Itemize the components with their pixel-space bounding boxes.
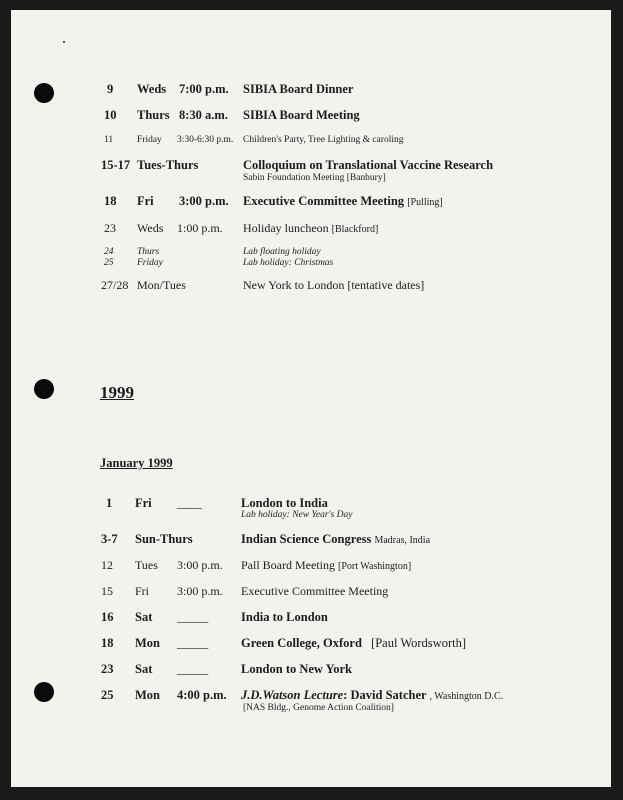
- row-day: Thurs: [137, 247, 160, 257]
- lecture-speaker: David Satcher: [350, 688, 427, 702]
- row-day: Fri: [137, 194, 154, 208]
- row-event-text: Pall Board Meeting: [241, 558, 335, 572]
- row-event-text: Holiday luncheon: [243, 221, 329, 235]
- row-date: 18: [101, 636, 114, 650]
- row-date: 1: [106, 496, 113, 510]
- row-event-text: Green College, Oxford: [241, 636, 362, 650]
- row-time: _____: [177, 610, 209, 624]
- row-note: [Paul Wordsworth]: [371, 636, 466, 650]
- row-time: _____: [177, 636, 209, 650]
- row-day: Thurs: [137, 108, 170, 122]
- row-date: 11: [104, 135, 114, 145]
- row-event: Children's Party, Tree Lighting & caroling: [243, 135, 404, 145]
- binder-hole-middle: [34, 379, 54, 399]
- row-date: 25: [101, 688, 114, 702]
- row-time: 3:00 p.m.: [177, 584, 223, 598]
- row-day: Tues-Thurs: [137, 158, 199, 172]
- row-time: 1:00 p.m.: [177, 221, 223, 235]
- row-date: 18: [104, 194, 117, 208]
- row-date: 25: [104, 258, 114, 268]
- row-note: [Pulling]: [407, 197, 443, 208]
- row-day: Weds: [137, 221, 164, 235]
- row-date: 9: [107, 82, 114, 96]
- row-event-text: Indian Science Congress: [241, 532, 372, 546]
- row-subnote: Sabin Foundation Meeting [Banbury]: [243, 173, 386, 183]
- row-date: 10: [104, 108, 117, 122]
- row-day: Friday: [137, 258, 163, 268]
- row-day: Mon: [135, 636, 160, 650]
- row-date: 23: [101, 662, 114, 676]
- month-heading: January 1999: [100, 456, 173, 470]
- row-event: [241, 532, 430, 547]
- row-time: 7:00 p.m.: [179, 82, 229, 96]
- row-day: Sun-Thurs: [135, 532, 193, 546]
- row-event: Lab floating holiday: [243, 247, 321, 257]
- row-subnote: [NAS Bldg., Genome Action Coalition]: [243, 703, 394, 713]
- row-day: Sat: [135, 662, 153, 676]
- row-subnote: Lab holiday: New Year's Day: [241, 510, 353, 520]
- row-note: [Blackford]: [331, 224, 379, 235]
- row-date: 16: [101, 610, 114, 624]
- binder-hole-top: [34, 83, 54, 103]
- row-date: 24: [104, 247, 114, 257]
- row-event-text: Executive Committee Meeting: [243, 194, 405, 208]
- lecture-colon: :: [343, 688, 348, 702]
- row-day: Mon/Tues: [137, 278, 186, 292]
- row-day: Fri: [135, 584, 150, 598]
- row-note: Madras, India: [374, 535, 431, 546]
- row-event: [243, 194, 443, 209]
- row-date: 27/28: [101, 278, 129, 292]
- row-day: Weds: [137, 82, 167, 96]
- row-event: London to New York: [241, 662, 353, 676]
- row-event: London to India: [241, 496, 328, 510]
- row-event: Colloquium on Translational Vaccine Research: [243, 158, 494, 172]
- row-date: 12: [101, 558, 113, 572]
- row-event: [241, 558, 411, 573]
- row-day: Tues: [135, 558, 158, 572]
- row-time: ____: [177, 496, 202, 510]
- row-event: SIBIA Board Meeting: [243, 108, 360, 122]
- row-date: 23: [104, 221, 116, 235]
- row-event: Lab holiday: Christmas: [243, 258, 334, 268]
- row-time: 8:30 a.m.: [179, 108, 228, 122]
- row-event: New York to London [tentative dates]: [243, 278, 425, 292]
- row-date: 3-7: [101, 532, 118, 546]
- row-event: [241, 688, 503, 703]
- row-day: Sat: [135, 610, 153, 624]
- row-time: _____: [177, 662, 209, 676]
- row-time: 3:00 p.m.: [179, 194, 229, 208]
- row-event: [243, 221, 378, 236]
- row-event: Executive Committee Meeting: [241, 584, 389, 598]
- row-day: Mon: [135, 688, 160, 702]
- row-day: Fri: [135, 496, 152, 510]
- lecture-title: J.D.Watson Lecture: [241, 688, 344, 702]
- row-event: SIBIA Board Dinner: [243, 82, 354, 96]
- row-time: 3:30-6:30 p.m.: [177, 135, 234, 145]
- binder-hole-bottom: [34, 682, 54, 702]
- paper-speck: [63, 41, 65, 43]
- row-note: [Port Washington]: [337, 561, 412, 572]
- year-heading: 1999: [100, 383, 134, 402]
- row-note: , Washington D.C.: [429, 691, 504, 702]
- row-event: [241, 636, 466, 651]
- row-time: 3:00 p.m.: [177, 558, 223, 572]
- row-date: 15: [101, 584, 113, 598]
- row-date: 15-17: [101, 158, 131, 172]
- row-day: Friday: [137, 135, 162, 145]
- row-event: India to London: [241, 610, 328, 624]
- row-time: 4:00 p.m.: [177, 688, 227, 702]
- document-page: [11, 10, 611, 787]
